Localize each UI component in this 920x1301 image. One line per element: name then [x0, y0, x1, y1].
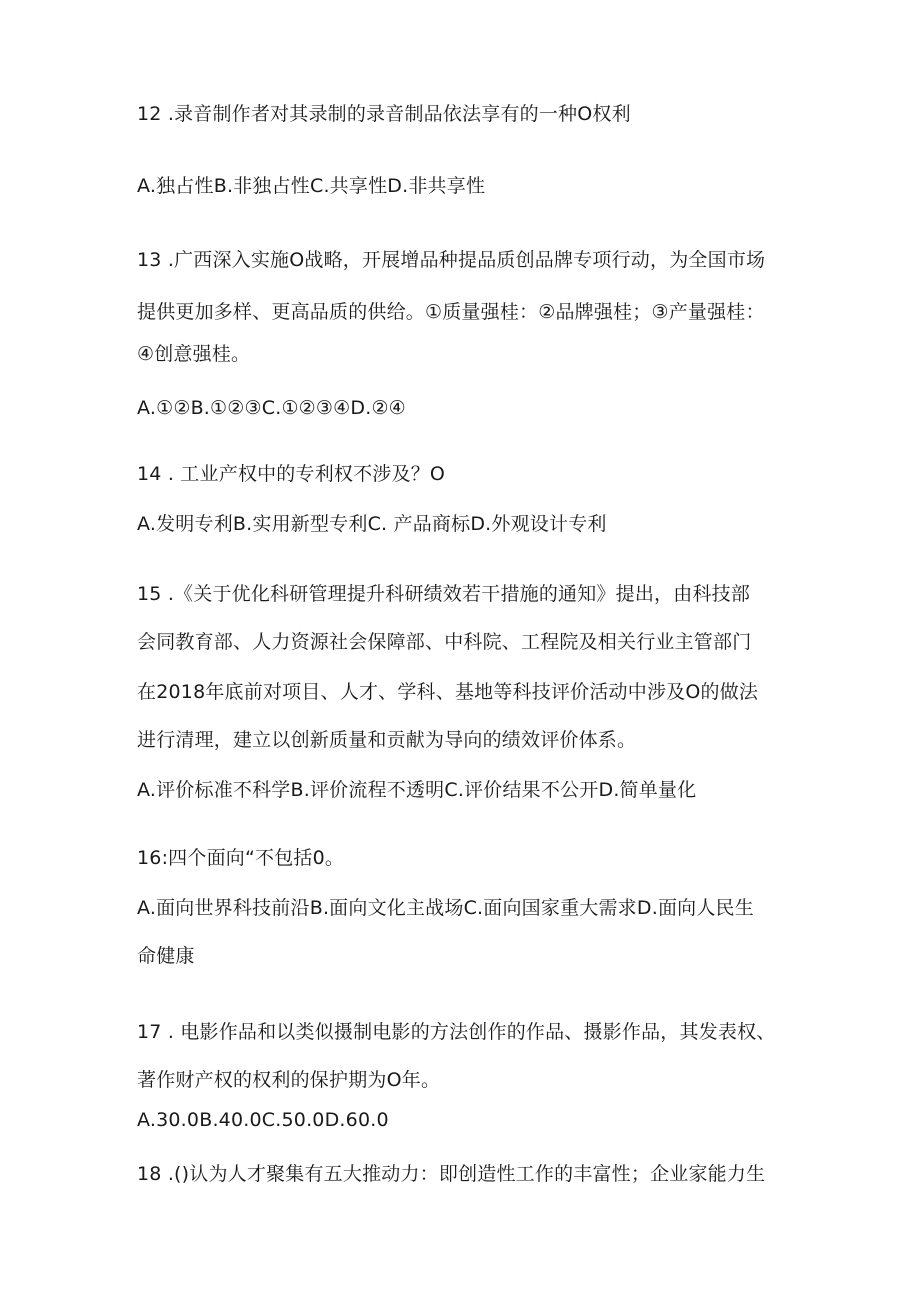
question-15-stem-line-1: 15 .《关于优化科研管理提升科研绩效若干措施的通知》提出，由科技部	[137, 583, 751, 605]
question-13-stem-line-1: 13 .广西深入实施O战略，开展增品种提品质创品牌专项行动，为全国市场	[137, 249, 766, 271]
question-13-stem-line-3: ④创意强桂。	[137, 343, 251, 365]
question-17-stem-line-1: 17 . 电影作品和以类似摄制电影的方法创作的作品、摄影作品，其发表权、	[137, 1021, 776, 1043]
question-15-options: A.评价标准不科学B.评价流程不透明C.评价结果不公开D.简单量化	[137, 779, 697, 801]
question-15-stem-line-3: 在2018年底前对项目、人才、学科、基地等科技评价活动中涉及O的做法	[137, 681, 759, 703]
question-13-options: A.①②B.①②③C.①②③④D.②④	[137, 397, 406, 419]
question-15-stem-line-2: 会同教育部、人力资源社会保障部、中科院、工程院及相关行业主管部门	[137, 631, 752, 653]
question-12-stem: 12 .录音制作者对其录制的录音制品依法享有的一种O权利	[137, 103, 631, 125]
question-16-options-line-2: 命健康	[137, 945, 195, 967]
question-13-stem-line-2: 提供更加多样、更高品质的供给。①质量强桂：②品牌强桂；③产量强桂：	[137, 301, 765, 323]
question-12-options: A.独占性B.非独占性C.共享性D.非共享性	[137, 175, 486, 197]
question-18-stem: 18 .()认为人才聚集有五大推动力：即创造性工作的丰富性；企业家能力生	[137, 1163, 766, 1185]
question-15-stem-line-4: 进行清理，建立以创新质量和贡献为导向的绩效评价体系。	[137, 729, 637, 751]
question-16-options-line-1: A.面向世界科技前沿B.面向文化主战场C.面向国家重大需求D.面向人民生	[137, 897, 754, 919]
question-14-stem: 14 . 工业产权中的专利权不涉及？O	[137, 463, 446, 485]
question-17-stem-line-2: 著作财产权的权利的保护期为O年。	[137, 1069, 441, 1091]
question-16-stem: 16:四个面向“不包括0。	[137, 847, 345, 869]
question-14-options: A.发明专利B.实用新型专利C. 产品商标D.外观设计专利	[137, 513, 607, 535]
question-17-options: A.30.0B.40.0C.50.0D.60.0	[137, 1109, 389, 1131]
